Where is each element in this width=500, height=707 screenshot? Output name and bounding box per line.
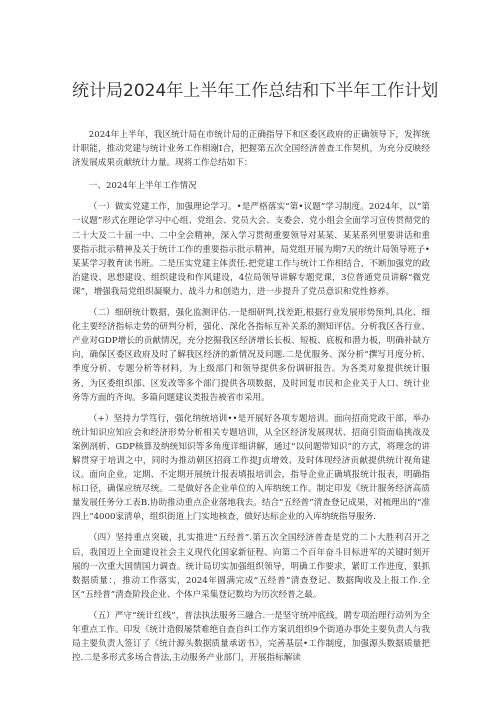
section-heading: 一、2024年上半年工作情况 [88, 181, 197, 192]
body-paragraph-census: （四）坚持重点突破，扎实推进“五经普”.第五次全国经济普查是党的二卜大胜利召开之后，我国迈上全面建设社会主义现代化国家新征程、向第二个百年奋斗目标进军的关键时刻开展的一次重大国情国力调查。统计局切实加强组织领导，明确工作要求，紧盯工作进度，狠抓数据质量：，推动工作落实，2024年圆满完成“五经普”清查登记、数据陶收及上报工作.全区“五经普”清查阶段企业、个体户采集登记数均为历次经普之最。 [72, 533, 430, 600]
document-body [72, 128, 430, 672]
body-paragraph-party-building: （一）做实党建工作，加强理论学习。•是严格落实“第•议题”学习制度。2024年，以“第一议题”形式在理论学习中心组、党组会、党员大会、支委会、党小组会全面学习宣传贯彻党的二十大及二十届一中、二中全会精神，深入学习贯彻重要领导对某某、某某系列里要讲话和重要指示批示精神及关于统计工作的重要指示批示精神，局党组开展为期7天的统计局领导班子•某某学习教育读书班。二是压实党建主体责任.把党建工作与统计工作相结合，不断加强党的政治建设、思想建设、组织建设和作风建设，4位局领导讲解专题党课，3位普通党员讲解“微党课”，增强我局党组织凝聚力、战斗力和创造力，进一步提升了党员意识和党性修养。 [72, 202, 430, 297]
intro-paragraph: 2024年上半年，我区统计局在市统计局的正确指导下和区委区政府的正确领导下，发挥统计职能，推动党建与统计业务工作相谢I合，把握第五次全国经济普查工作契机，为充分反映经济发展成果贡献统计力量。现将工作总结如下： [72, 130, 430, 169]
document-title: 统计局2024年上半年工作总结和下半年工作计划 [72, 81, 439, 101]
body-paragraph-statistics-law: （五）严守“统计红线”，普法执法服务三融合.一是坚守统冲底线，聘专项治理行动列为全年重点工作。印发《统计造假屡禁难绝自查自纠工作方案讥组织9个街道办事处主要负责人与我局主要负责人签订了《统计源头数据质量承诺书》，完善基层•工作制度，加强源头数据质量把控.二是多形式多场合普法,主动服务产业部门，开展指标解读 [72, 610, 430, 664]
body-paragraph-data-monitoring: （二）细研统计数据，强化监测评估.一是细研判,找差距,根据行业发展形势预判,具化、细化主要经济指标走势的研判分析，强化、深化各指标互补关系的测知评估。分析我区各行业、产业对GDP增长的贡献情况，充分挖掘我区经济增长长板、短板、底板和潜力板，明确补缺方向，确保区委区政府及时了解我区经济的新情况及问题.二是优服务、深分析“撰写月度分析、季度分析、专题分析等材料，为上级部门和领导提供多份调研报告。为各类对象提供统计服务，为区委组织部、区发改等多个部门提供各项数据，及时回复市民和企业关于人口、统计业务等方面的齐询。多篇问题建议类报告被省市采用。 [72, 308, 430, 403]
body-paragraph-training: （+）坚持力学笃行，强化纳统培训••是开展好各项专题培训。面向招商党政干部，举办统计知识应知应会和经济形势分析相关专题培训，从全区经济发展现状、招商引资面临挑战及案例剖析、GDP核算及纳统知识等多角度详细讲解，通过“以问题带知识”的方式，将理念的讲解贯穿于培训之中，同时为推动朝区招商工作提J贞增效、及时体现经济贡献提供统计视角建议。面向企业，定期、不定期开展统计报表填报培训会，指导企业正确填报统计报表，明确指标口径，确保应统尽统。二是做好各企业单位的入库纳统工作。制定印发《统计服务经济高质量发展任务分工表B.协助推动重点企业落地我去。结合“五经普”清查登记成果，对梳理出的“准四上”4000家清单，组织街道上门实地核查，做好达标企业的入库纳统指导服务. [72, 413, 430, 523]
